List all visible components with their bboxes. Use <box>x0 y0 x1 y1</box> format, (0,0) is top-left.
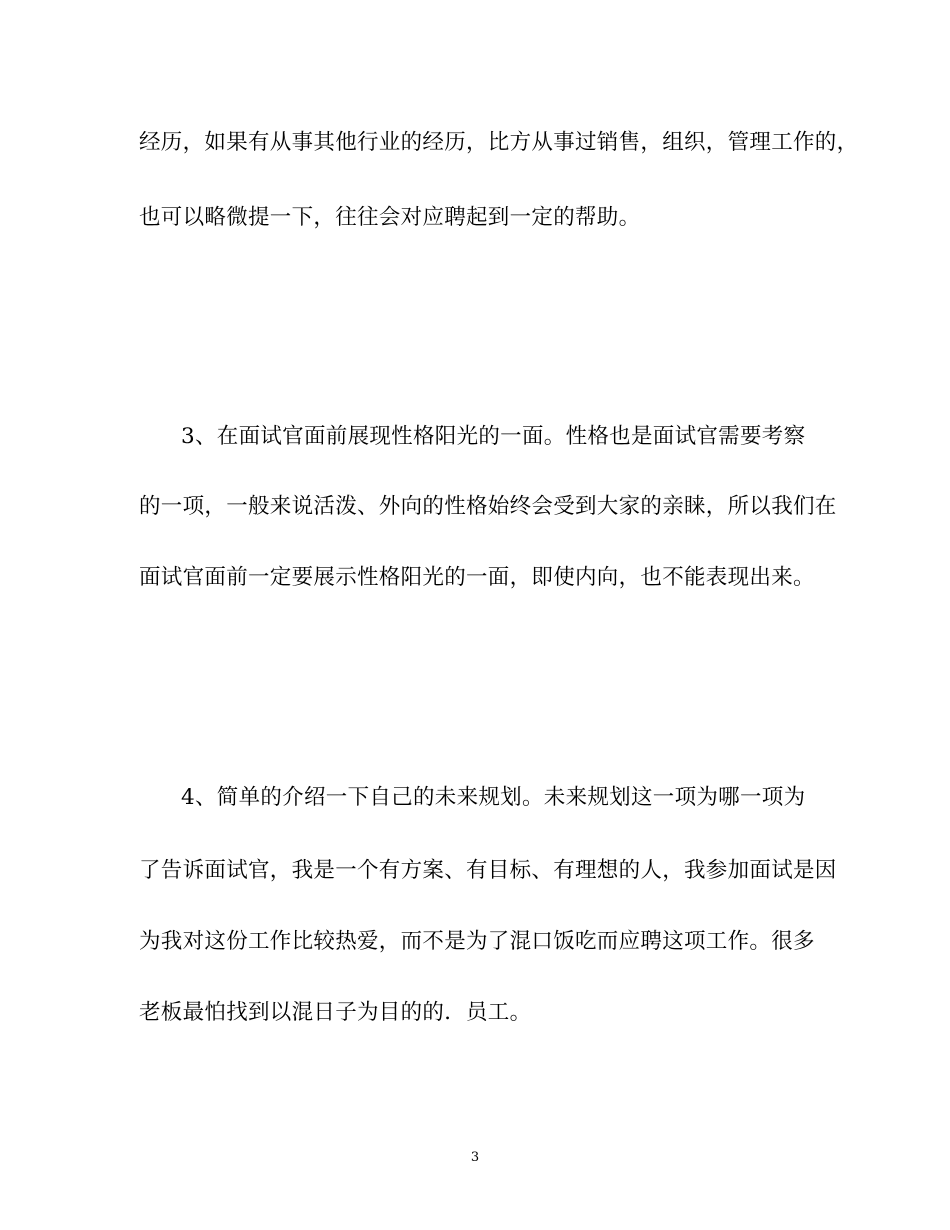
paragraph-4-line-4: 老板最怕找到以混日子为目的的．员工。 <box>139 1000 532 1025</box>
paragraph-4-line-1: 4、简单的介绍一下自己的未来规划。未来规划这一项为哪一项为 <box>181 785 806 810</box>
paragraph-2-line-2: 也可以略微提一下，往往会对应聘起到一定的帮助。 <box>139 205 641 230</box>
paragraph-2-line-1: 经历，如果有从事其他行业的经历，比方从事过销售，组织，管理工作的， <box>139 130 859 155</box>
paragraph-3-line-1: 3、在面试官面前展现性格阳光的一面。性格也是面试官需要考察 <box>181 424 806 449</box>
paragraph-3-line-3: 面试官面前一定要展示性格阳光的一面，即使内向，也不能表现出来。 <box>139 565 815 590</box>
paragraph-4-line-2: 了告诉面试官，我是一个有方案、有目标、有理想的人，我参加面试是因 <box>139 858 837 883</box>
page-number: 3 <box>470 1150 480 1165</box>
paragraph-4-line-3: 为我对这份工作比较热爱，而不是为了混口饭吃而应聘这项工作。很多 <box>139 929 815 954</box>
paragraph-3-line-2: 的一项，一般来说活泼、外向的性格始终会受到大家的亲睐，所以我们在 <box>139 494 837 519</box>
